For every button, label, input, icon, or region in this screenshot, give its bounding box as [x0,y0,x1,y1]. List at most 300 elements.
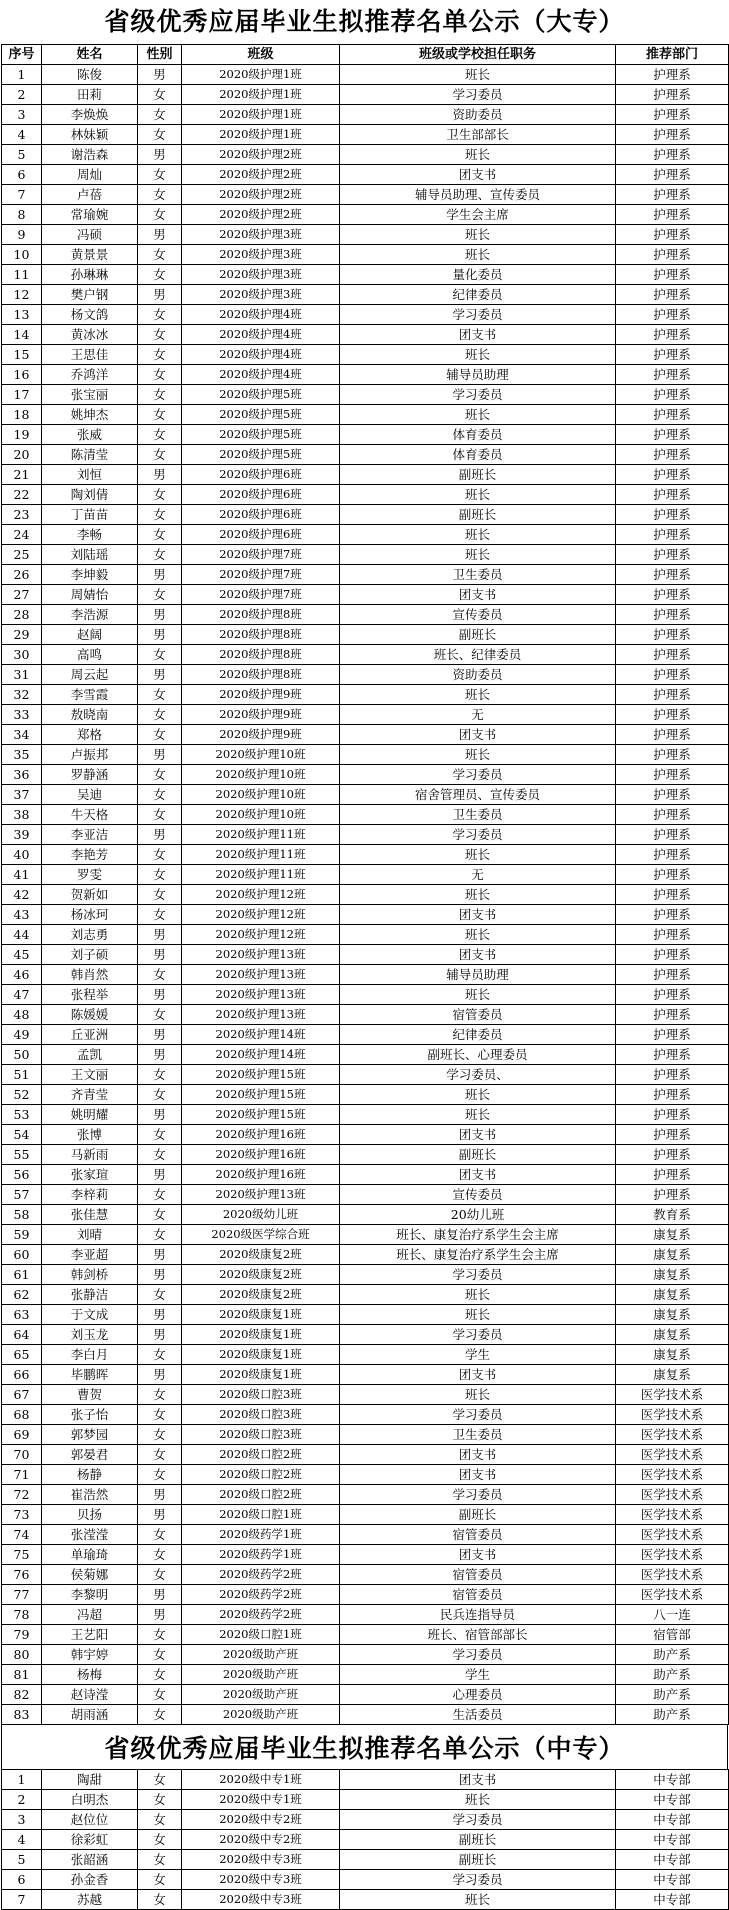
cell-name: 张静洁 [42,1285,138,1305]
cell-department: 助产系 [616,1705,729,1725]
cell-index: 2 [2,85,42,105]
cell-class: 2020级口腔2班 [182,1465,340,1485]
cell-index: 68 [2,1405,42,1425]
cell-index: 28 [2,605,42,625]
cell-position: 学习委员 [340,385,616,405]
table-row [2,505,729,525]
table-row [2,1830,729,1850]
cell-position: 宿管委员 [340,1005,616,1025]
table-row [2,125,729,145]
cell-gender: 女 [138,845,182,865]
cell-department: 康复系 [616,1265,729,1285]
cell-gender: 女 [138,1625,182,1645]
cell-position: 宿舍管理员、宣传委员 [340,785,616,805]
cell-department: 康复系 [616,1245,729,1265]
cell-department: 护理系 [616,305,729,325]
cell-gender: 女 [138,545,182,565]
cell-class: 2020级护理5班 [182,425,340,445]
cell-gender: 女 [138,85,182,105]
cell-name: 陈清莹 [42,445,138,465]
cell-gender: 男 [138,225,182,245]
cell-name: 孙琳琳 [42,265,138,285]
table-row [2,585,729,605]
cell-gender: 男 [138,745,182,765]
cell-class: 2020级护理15班 [182,1105,340,1125]
cell-department: 护理系 [616,825,729,845]
table-row [2,565,729,585]
cell-class: 2020级护理2班 [182,205,340,225]
cell-index: 7 [2,185,42,205]
header-gender: 性别 [138,45,182,65]
cell-name: 韩宇婷 [42,1645,138,1665]
cell-index: 16 [2,365,42,385]
cell-position: 宿管委员 [340,1585,616,1605]
cell-position: 辅导员助理、宣传委员 [340,185,616,205]
table-row [2,1305,729,1325]
table-row [2,1245,729,1265]
cell-name: 马新雨 [42,1145,138,1165]
cell-department: 护理系 [616,785,729,805]
table-row [2,1085,729,1105]
cell-position: 团支书 [340,1445,616,1465]
cell-class: 2020级护理8班 [182,645,340,665]
cell-class: 2020级口腔1班 [182,1505,340,1525]
cell-gender: 女 [138,105,182,125]
table-row [2,1525,729,1545]
cell-name: 王艺阳 [42,1625,138,1645]
page-title-dazhuan: 省级优秀应届毕业生拟推荐名单公示（大专） [104,7,625,36]
cell-class: 2020级康复2班 [182,1285,340,1305]
cell-gender: 女 [138,1285,182,1305]
table-row [2,625,729,645]
cell-department: 护理系 [616,1005,729,1025]
table-row [2,825,729,845]
cell-department: 护理系 [616,765,729,785]
cell-name: 李白月 [42,1345,138,1365]
cell-name: 赵诗滢 [42,1685,138,1705]
cell-gender: 女 [138,1525,182,1545]
cell-gender: 女 [138,385,182,405]
cell-name: 王思佳 [42,345,138,365]
table-row [2,1565,729,1585]
table-row [2,205,729,225]
cell-name: 韩剑桥 [42,1265,138,1285]
cell-gender: 女 [138,1345,182,1365]
cell-class: 2020级护理13班 [182,1185,340,1205]
table-row [2,845,729,865]
cell-gender: 女 [138,685,182,705]
cell-class: 2020级口腔3班 [182,1405,340,1425]
cell-gender: 男 [138,1505,182,1525]
cell-name: 李亚洁 [42,825,138,845]
cell-index: 40 [2,845,42,865]
cell-gender: 女 [138,185,182,205]
cell-gender: 女 [138,1005,182,1025]
table-row [2,1225,729,1245]
cell-index: 49 [2,1025,42,1045]
cell-index: 74 [2,1525,42,1545]
table-row [2,985,729,1005]
table-row [2,1485,729,1505]
cell-class: 2020级护理5班 [182,445,340,465]
cell-index: 26 [2,565,42,585]
table-row [2,1665,729,1685]
cell-gender: 女 [138,1685,182,1705]
cell-position: 班长 [340,1305,616,1325]
cell-class: 2020级护理2班 [182,145,340,165]
cell-class: 2020级护理3班 [182,225,340,245]
cell-class: 2020级护理3班 [182,245,340,265]
cell-name: 丁苗苗 [42,505,138,525]
cell-department: 护理系 [616,105,729,125]
table-row [2,1790,729,1810]
cell-department: 医学技术系 [616,1405,729,1425]
cell-position: 学习委员 [340,1325,616,1345]
cell-position: 卫生委员 [340,805,616,825]
cell-index: 38 [2,805,42,825]
cell-gender: 女 [138,245,182,265]
cell-position: 班长 [340,685,616,705]
cell-position: 团支书 [340,1465,616,1485]
cell-class: 2020级护理11班 [182,845,340,865]
cell-position: 卫生部部长 [340,125,616,145]
cell-name: 谢浩森 [42,145,138,165]
cell-position: 副班长 [340,1850,616,1870]
cell-department: 中专部 [616,1890,729,1910]
cell-index: 5 [2,1850,42,1870]
table-row [2,385,729,405]
cell-index: 29 [2,625,42,645]
cell-position: 班长、康复治疗系学生会主席 [340,1225,616,1245]
cell-position: 团支书 [340,1545,616,1565]
table-row [2,1705,729,1725]
cell-position: 班长 [340,1105,616,1125]
table-row [2,1105,729,1125]
cell-class: 2020级护理8班 [182,605,340,625]
cell-department: 护理系 [616,1065,729,1085]
cell-position: 副班长 [340,1830,616,1850]
cell-position: 体育委员 [340,425,616,445]
cell-gender: 男 [138,1265,182,1285]
cell-department: 医学技术系 [616,1505,729,1525]
cell-position: 学习委员 [340,1645,616,1665]
cell-position: 资助委员 [340,665,616,685]
cell-position: 班长 [340,225,616,245]
cell-class: 2020级护理10班 [182,745,340,765]
cell-class: 2020级康复1班 [182,1305,340,1325]
cell-class: 2020级药学1班 [182,1545,340,1565]
table-row [2,725,729,745]
cell-gender: 男 [138,1245,182,1265]
table-row [2,1265,729,1285]
cell-name: 张宝丽 [42,385,138,405]
cell-class: 2020级助产班 [182,1645,340,1665]
cell-index: 47 [2,985,42,1005]
cell-gender: 男 [138,605,182,625]
table-row [2,705,729,725]
table-row [2,165,729,185]
cell-class: 2020级康复1班 [182,1365,340,1385]
cell-gender: 女 [138,1770,182,1790]
cell-position: 团支书 [340,585,616,605]
cell-department: 护理系 [616,805,729,825]
cell-class: 2020级护理9班 [182,725,340,745]
cell-index: 34 [2,725,42,745]
cell-index: 53 [2,1105,42,1125]
cell-class: 2020级中专3班 [182,1850,340,1870]
cell-index: 39 [2,825,42,845]
table-row [2,1385,729,1405]
cell-department: 助产系 [616,1685,729,1705]
cell-index: 5 [2,145,42,165]
cell-class: 2020级中专2班 [182,1810,340,1830]
cell-gender: 女 [138,125,182,145]
cell-department: 护理系 [616,185,729,205]
table-row [2,805,729,825]
cell-index: 42 [2,885,42,905]
cell-position: 宣传委员 [340,1185,616,1205]
cell-position: 班长 [340,745,616,765]
cell-name: 高鸣 [42,645,138,665]
table-row [2,1465,729,1485]
cell-department: 护理系 [616,285,729,305]
cell-gender: 男 [138,1025,182,1045]
table-row [2,525,729,545]
cell-index: 61 [2,1265,42,1285]
cell-name: 卢振邦 [42,745,138,765]
cell-department: 护理系 [616,525,729,545]
cell-position: 班长 [340,1085,616,1105]
table-row [2,1425,729,1445]
cell-name: 郭晏君 [42,1445,138,1465]
cell-index: 70 [2,1445,42,1465]
cell-name: 樊户钢 [42,285,138,305]
cell-index: 4 [2,1830,42,1850]
table-row [2,905,729,925]
cell-name: 陈媛媛 [42,1005,138,1025]
cell-position: 班长 [340,485,616,505]
cell-class: 2020级护理10班 [182,765,340,785]
cell-name: 齐青莹 [42,1085,138,1105]
cell-index: 23 [2,505,42,525]
table-row [2,1005,729,1025]
cell-gender: 男 [138,1605,182,1625]
cell-department: 护理系 [616,405,729,425]
cell-department: 医学技术系 [616,1565,729,1585]
cell-class: 2020级护理16班 [182,1125,340,1145]
cell-department: 护理系 [616,1045,729,1065]
cell-gender: 女 [138,1425,182,1445]
cell-position: 班长 [340,1285,616,1305]
page-title-zhongzhuan: 省级优秀应届毕业生拟推荐名单公示（中专） [1,1725,728,1769]
cell-class: 2020级护理2班 [182,165,340,185]
cell-class: 2020级护理9班 [182,685,340,705]
cell-position: 学习委员 [340,1485,616,1505]
cell-gender: 女 [138,1225,182,1245]
cell-index: 25 [2,545,42,565]
cell-index: 27 [2,585,42,605]
cell-index: 78 [2,1605,42,1625]
cell-position: 副班长 [340,465,616,485]
dazhuan-table-body [2,65,729,1725]
cell-position: 副班长、心理委员 [340,1045,616,1065]
cell-index: 81 [2,1665,42,1685]
cell-department: 护理系 [616,565,729,585]
table-row [2,1165,729,1185]
table-header-row [2,45,729,65]
cell-department: 护理系 [616,625,729,645]
cell-class: 2020级口腔2班 [182,1485,340,1505]
cell-position: 团支书 [340,1125,616,1145]
cell-department: 护理系 [616,245,729,265]
cell-index: 21 [2,465,42,485]
cell-name: 刘玉龙 [42,1325,138,1345]
table-row [2,1285,729,1305]
cell-position: 20幼儿班 [340,1205,616,1225]
cell-index: 10 [2,245,42,265]
cell-department: 医学技术系 [616,1425,729,1445]
cell-gender: 女 [138,1065,182,1085]
cell-department: 护理系 [616,545,729,565]
cell-position: 学习委员 [340,1810,616,1830]
table-row [2,545,729,565]
cell-class: 2020级护理7班 [182,545,340,565]
cell-gender: 女 [138,785,182,805]
cell-index: 51 [2,1065,42,1085]
cell-position: 班长 [340,1790,616,1810]
cell-gender: 女 [138,1870,182,1890]
cell-name: 张子怡 [42,1405,138,1425]
cell-department: 助产系 [616,1645,729,1665]
cell-index: 56 [2,1165,42,1185]
cell-department: 康复系 [616,1365,729,1385]
table-row [2,685,729,705]
table-row [2,745,729,765]
cell-index: 24 [2,525,42,545]
table-row [2,785,729,805]
cell-name: 冯硕 [42,225,138,245]
cell-department: 中专部 [616,1790,729,1810]
cell-department: 护理系 [616,225,729,245]
cell-position: 宣传委员 [340,605,616,625]
cell-position: 学生会主席 [340,205,616,225]
cell-gender: 女 [138,885,182,905]
cell-class: 2020级护理2班 [182,185,340,205]
cell-class: 2020级护理14班 [182,1045,340,1065]
table-row [2,225,729,245]
cell-gender: 女 [138,1810,182,1830]
table-row [2,1125,729,1145]
cell-department: 中专部 [616,1870,729,1890]
cell-gender: 女 [138,505,182,525]
cell-gender: 男 [138,985,182,1005]
cell-gender: 女 [138,1125,182,1145]
cell-department: 护理系 [616,1125,729,1145]
cell-index: 58 [2,1205,42,1225]
cell-gender: 女 [138,1665,182,1685]
cell-department: 护理系 [616,1165,729,1185]
cell-name: 胡雨涵 [42,1705,138,1725]
cell-class: 2020级护理3班 [182,285,340,305]
table-row [2,265,729,285]
cell-name: 王文丽 [42,1065,138,1085]
zhongzhuan-table-body [2,1770,729,1910]
cell-position: 班长、康复治疗系学生会主席 [340,1245,616,1265]
cell-name: 刘晴 [42,1225,138,1245]
cell-department: 护理系 [616,985,729,1005]
cell-index: 46 [2,965,42,985]
cell-name: 孙金香 [42,1870,138,1890]
cell-class: 2020级护理6班 [182,485,340,505]
cell-name: 刘恒 [42,465,138,485]
cell-position: 班长 [340,845,616,865]
table-row [2,1405,729,1425]
cell-index: 9 [2,225,42,245]
zhongzhuan-table [1,1769,729,1910]
cell-position: 量化委员 [340,265,616,285]
cell-position: 班长、宿管部部长 [340,1625,616,1645]
cell-index: 11 [2,265,42,285]
cell-index: 63 [2,1305,42,1325]
cell-gender: 男 [138,945,182,965]
cell-position: 班长 [340,405,616,425]
cell-department: 中专部 [616,1810,729,1830]
table-row [2,1645,729,1665]
cell-class: 2020级中专2班 [182,1830,340,1850]
table-row [2,1365,729,1385]
cell-gender: 女 [138,485,182,505]
cell-index: 33 [2,705,42,725]
cell-gender: 女 [138,1465,182,1485]
cell-class: 2020级护理8班 [182,625,340,645]
cell-name: 陶甜 [42,1770,138,1790]
cell-position: 学习委员 [340,1870,616,1890]
cell-index: 14 [2,325,42,345]
cell-index: 83 [2,1705,42,1725]
cell-position: 班长 [340,65,616,85]
cell-position: 学习委员 [340,765,616,785]
cell-gender: 女 [138,1145,182,1165]
cell-index: 71 [2,1465,42,1485]
cell-class: 2020级护理12班 [182,905,340,925]
cell-position: 学习委员 [340,1265,616,1285]
cell-class: 2020级护理5班 [182,405,340,425]
cell-position: 团支书 [340,1365,616,1385]
cell-department: 护理系 [616,85,729,105]
cell-gender: 女 [138,1405,182,1425]
cell-class: 2020级护理15班 [182,1065,340,1085]
cell-class: 2020级护理16班 [182,1145,340,1165]
cell-position: 班长 [340,985,616,1005]
cell-department: 护理系 [616,1025,729,1045]
cell-department: 医学技术系 [616,1545,729,1565]
table-row [2,345,729,365]
cell-position: 学习委员 [340,305,616,325]
cell-name: 毕鹏晖 [42,1365,138,1385]
cell-gender: 男 [138,1325,182,1345]
cell-name: 郭梦园 [42,1425,138,1445]
table-row [2,485,729,505]
cell-department: 医学技术系 [616,1385,729,1405]
cell-index: 1 [2,1770,42,1790]
cell-gender: 女 [138,1890,182,1910]
cell-index: 62 [2,1285,42,1305]
cell-department: 护理系 [616,705,729,725]
cell-gender: 男 [138,1105,182,1125]
cell-name: 张佳慧 [42,1205,138,1225]
table-row [2,605,729,625]
cell-gender: 女 [138,725,182,745]
